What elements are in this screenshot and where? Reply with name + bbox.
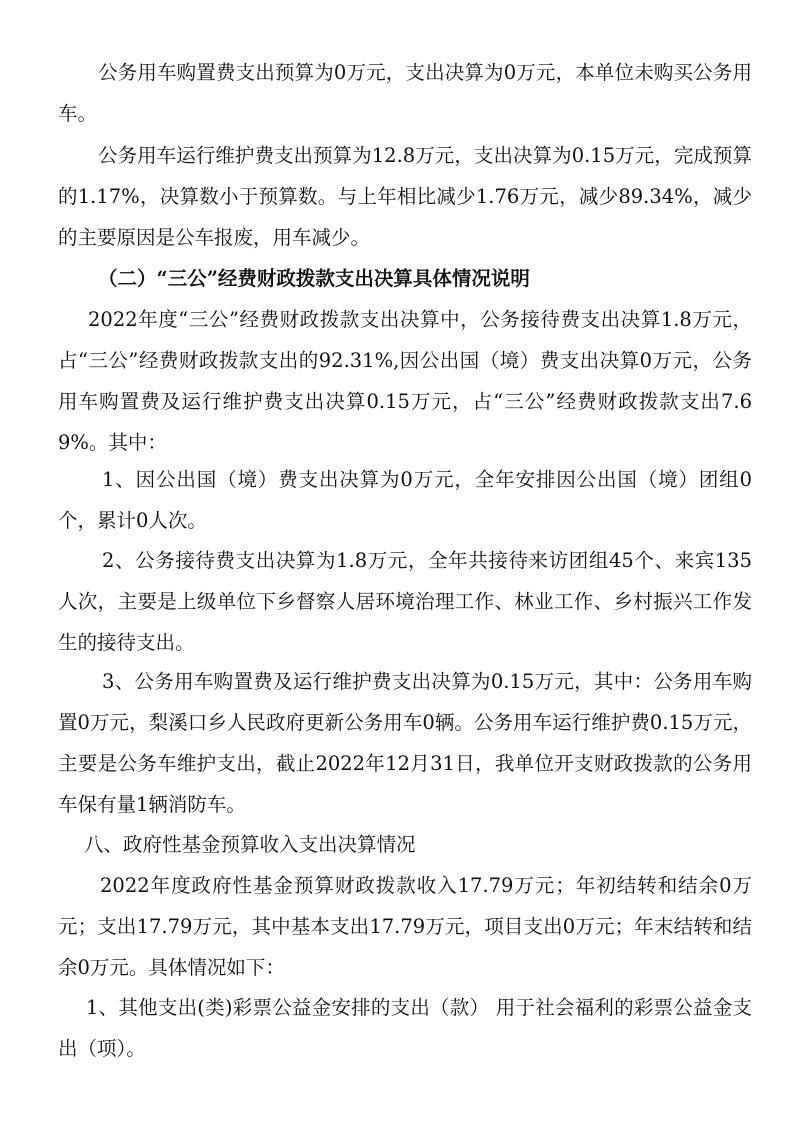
paragraph-vehicle-costs: 3、公务用车购置费及运行维护费支出决算为0.15万元，其中：公务用车购置0万元，梨溪口乡人民政府更新公务用车0辆。公务用车运行维护费0.15万元，主要是公务车维护支出，截止2022年12月31日，我单位开支财政拨款的公务用车保有量1辆消防车。 — [58, 670, 752, 816]
paragraph-three-public-summary: 2022年度“三公”经费财政拨款支出决算中，公务接待费支出决算1.8万元，占“三公”经费财政拨款支出的92.31%,因公出国（境）费支出决算0万元，公务用车购置费及运行维护费支出决算0.15万元，占“三公”经费财政拨款支出7.69%。其中： — [58, 308, 752, 454]
paragraph-government-fund-summary: 2022年度政府性基金预算财政拨款收入17.79万元；年初结转和结余0万元；支出17.79万元，其中基本支出17.79万元，项目支出0万元；年末结转和结余0万元。具体情况如下： — [58, 874, 752, 979]
paragraph-overseas-travel: 1、因公出国（境）费支出决算为0万元，全年安排因公出国（境）团组0个，累计0人次。 — [58, 468, 752, 532]
paragraph-reception: 2、公务接待费支出决算为1.8万元，全年共接待来访团组45个、来宾135人次，主要是上级单位下乡督察人居环境治理工作、林业工作、乡村振兴工作发生的接待支出。 — [58, 549, 752, 654]
paragraph-vehicle-maintenance: 公务用车运行维护费支出预算为12.8万元，支出决算为0.15万元，完成预算的1.17%，决算数小于预算数。与上年相比减少1.76万元，减少89.34%，减少的主要原因是公车报废，用车减少。 — [58, 144, 752, 249]
paragraph-lottery-fund: 1、其他支出(类)彩票公益金安排的支出（款） 用于社会福利的彩票公益金支出（项）。 — [58, 996, 752, 1060]
paragraph-vehicle-purchase: 公务用车购置费支出预算为0万元，支出决算为0万元，本单位未购买公务用车。 — [58, 61, 752, 125]
section-heading-government-fund: 八、政府性基金预算收入支出决算情况 — [84, 833, 416, 856]
section-heading-three-public: （二）“三公”经费财政拨款支出决算具体情况说明 — [98, 267, 530, 290]
